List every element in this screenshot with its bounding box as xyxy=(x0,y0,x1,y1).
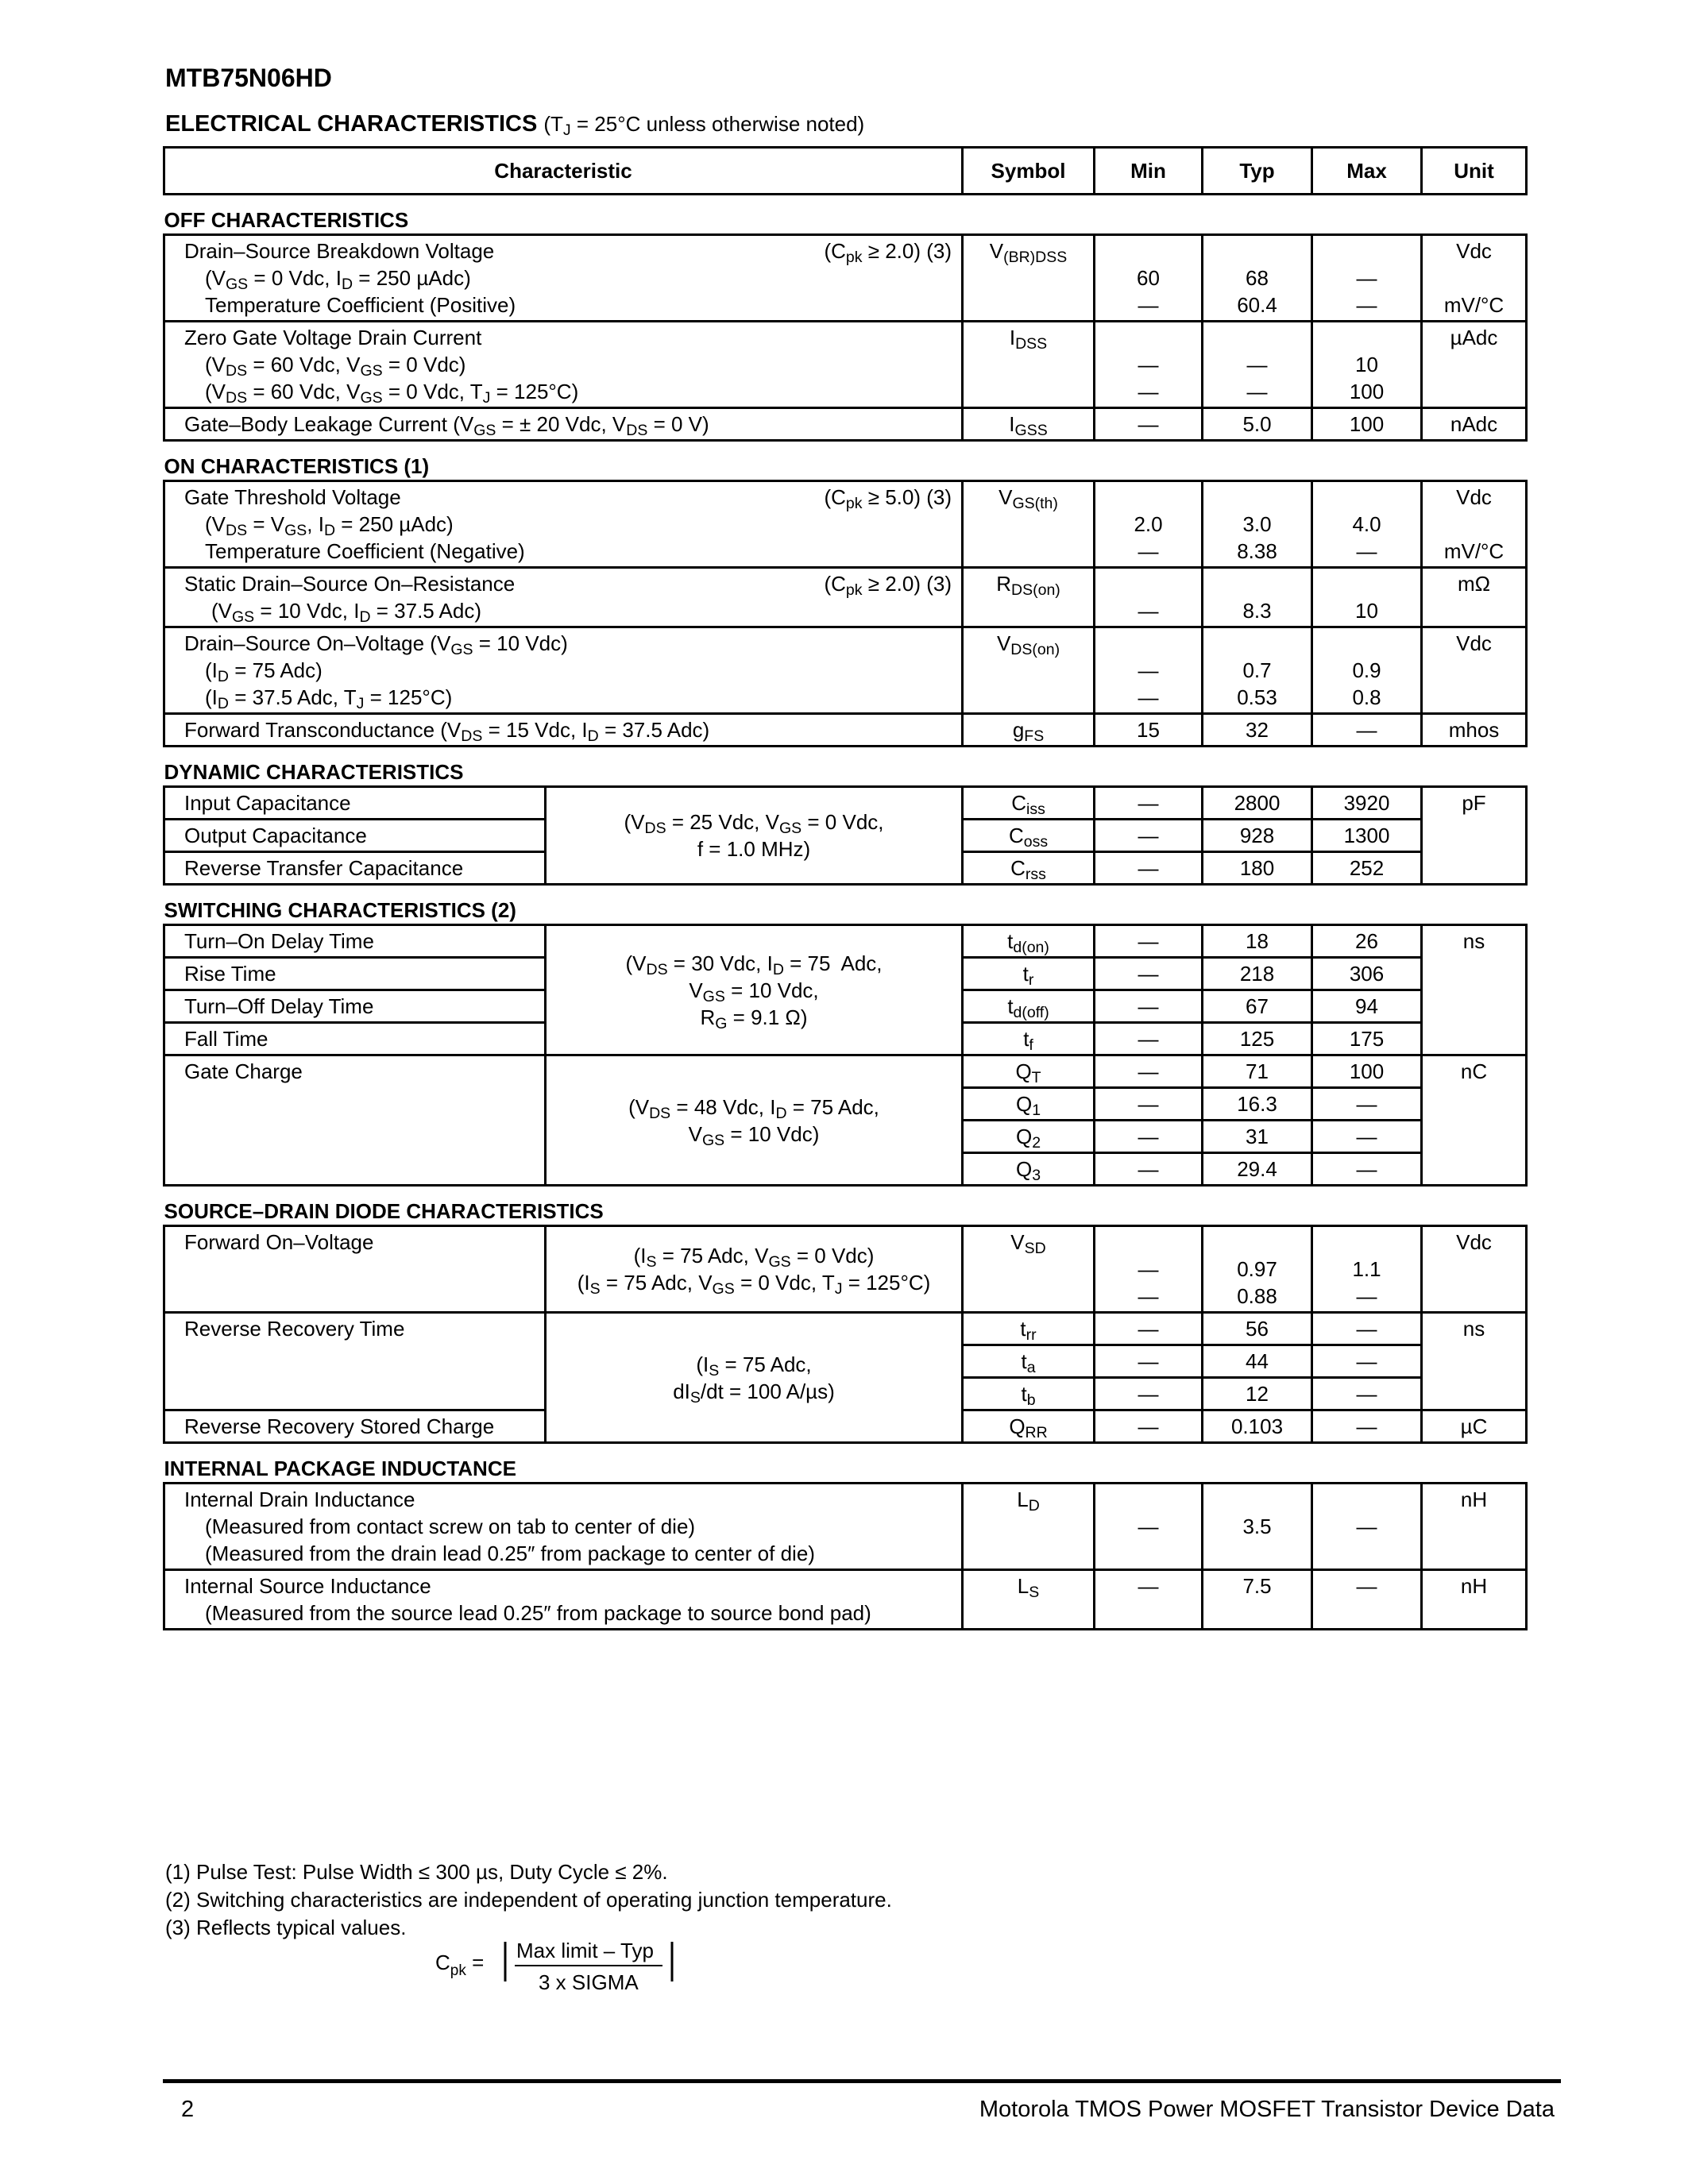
cpk-formula xyxy=(435,1934,689,2011)
footnote-1: (1) Pulse Test: Pulse Width ≤ 300 µs, Duty Cycle ≤ 2%. xyxy=(165,1860,668,1884)
char-gate-charge: Gate Charge xyxy=(164,1055,546,1186)
symbol: $R_{DS(on)}$ xyxy=(963,568,1095,627)
table-row: Zero Gate Voltage Drain Current ($V_{DS} = 60$ Vdc, $V_{GS} = 0$ Vdc) ($V_{DS} = 60$ Vdc, $V_{GS} = 0$ Vdc, $T_J = 125^\circ C$) $I_{DSS}$ — — — — 10 100 µAdc xyxy=(164,322,1527,408)
header-typ: Typ xyxy=(1203,148,1312,195)
footer-text: Motorola TMOS Power MOSFET Transistor Device Data xyxy=(979,2097,1555,2122)
table-row: $t_a$ — 44 — xyxy=(164,1345,1527,1378)
table-row: Gate Threshold Voltage $(C_{pk} \ge 5.0)$ (3) ($V_{DS} = V_{GS}$, $I_D = 250$ µAdc) Temperature Coefficient (Negative) $V_{GS(th)}$ 2.0 — 3.0 8.38 4.0 — Vdc mV/°C xyxy=(164,481,1527,568)
temperature-note: ($T_J = 25^\circ C$ unless otherwise noted) xyxy=(543,112,865,139)
header-row xyxy=(164,148,1527,195)
char-breakdown-voltage: Drain–Source Breakdown Voltage $(C_{pk} \ge 2.0)$ (3) ($V_{GS} = 0$ Vdc, $I_D = 250$ µAdc) Temperature Coefficient (Positive) xyxy=(164,235,963,322)
table-row: $t_b$ — 12 — xyxy=(164,1378,1527,1410)
char-on-resistance: Static Drain–Source On–Resistance $(C_{pk} \ge 2.0)$ (3) ($V_{GS} = 10$ Vdc, $I_D = 37.5$ Adc) xyxy=(164,568,963,627)
condition-switching: ($V_{DS} = 30$ Vdc, $I_D = 75$ Adc, $V_{GS} = 10$ Vdc, $R_G = 9.1$ Ω) xyxy=(546,925,963,1055)
table-row: $Q_1$ — 16.3 — xyxy=(164,1088,1527,1121)
cpk-formula-svg xyxy=(435,1934,689,2005)
table-row: $Q_2$ — 31 — xyxy=(164,1121,1527,1153)
table-row: Reverse Recovery Time ($I_S = 75$ Adc, $dI_S/dt = 100$ A/µs) $t_{rr}$ — 56 — ns xyxy=(164,1313,1527,1345)
electrical-characteristics-title: ELECTRICAL CHARACTERISTICS ($T_J = 25^\circ C$ unless otherwise noted) xyxy=(165,111,865,139)
symbol: $I_{DSS}$ xyxy=(963,322,1095,408)
char-forward-on-voltage: Forward On–Voltage xyxy=(164,1226,546,1313)
char-reverse-transfer-capacitance: Reverse Transfer Capacitance xyxy=(164,852,546,885)
table-row: Reverse Transfer Capacitance $C_{rss}$ — 180 252 xyxy=(164,852,1527,885)
char-source-inductance: Internal Source Inductance (Measured from the source lead 0.25″ from package to source bond pad) xyxy=(164,1570,963,1630)
char-turn-off-delay: Turn–Off Delay Time xyxy=(164,990,546,1023)
table-row: Internal Source Inductance (Measured from the source lead 0.25″ from package to source bond pad) $L_S$ — 7.5 — nH xyxy=(164,1570,1527,1630)
table-row: Internal Drain Inductance (Measured from contact screw on tab to center of die) (Measured from the drain lead 0.25″ from package to center of die) $L_D$ — 3.5 — nH xyxy=(164,1484,1527,1570)
char-gate-threshold: Gate Threshold Voltage $(C_{pk} \ge 5.0)$ (3) ($V_{DS} = V_{GS}$, $I_D = 250$ µAdc) Temperature Coefficient (Negative) xyxy=(164,481,963,568)
section-on: ON CHARACTERISTICS (1) xyxy=(164,454,430,478)
header-min: Min xyxy=(1095,148,1203,195)
table-row: Forward On–Voltage ($I_S = 75$ Adc, $V_{GS} = 0$ Vdc) ($I_S = 75$ Adc, $V_{GS} = 0$ Vdc, $T_J = 125^\circ C$) $V_{SD}$ — — 0.97 0.88 1.1 — Vdc xyxy=(164,1226,1527,1313)
section-switching: SWITCHING CHARACTERISTICS (2) xyxy=(164,898,516,922)
table-row: $Q_3$ — 29.4 — xyxy=(164,1153,1527,1186)
part-number: MTB75N06HD xyxy=(165,64,332,92)
char-output-capacitance: Output Capacitance xyxy=(164,820,546,852)
section-dynamic: DYNAMIC CHARACTERISTICS xyxy=(164,760,464,784)
footnote-3: (3) Reflects typical values. xyxy=(165,1916,407,1939)
char-gate-leakage: Gate–Body Leakage Current ($V_{GS}$ = ± 20 Vdc, $V_{DS} = 0$ V) xyxy=(164,408,963,441)
char-reverse-recovery-charge: Reverse Recovery Stored Charge xyxy=(164,1410,546,1443)
section-diode: SOURCE–DRAIN DIODE CHARACTERISTICS xyxy=(164,1199,604,1223)
char-on-voltage: Drain–Source On–Voltage ($V_{GS} = 10$ Vdc) ($I_D = 75$ Adc) ($I_D = 37.5$ Adc, $T_J = 125^\circ C$) xyxy=(164,627,963,714)
char-turn-on-delay: Turn–On Delay Time xyxy=(164,925,546,958)
symbol: $V_{DS(on)}$ xyxy=(963,627,1095,714)
char-fall-time: Fall Time xyxy=(164,1023,546,1055)
symbol: $V_{(BR)DSS}$ xyxy=(963,235,1095,322)
page-number: 2 xyxy=(181,2097,195,2122)
header-characteristic: Characteristic xyxy=(164,148,963,195)
table-row: Gate Charge ($V_{DS} = 48$ Vdc, $I_D = 75$ Adc, $V_{GS} = 10$ Vdc) $Q_T$ — 71 100 nC xyxy=(164,1055,1527,1088)
table-row: Gate–Body Leakage Current ($V_{GS}$ = ± 20 Vdc, $V_{DS} = 0$ V) $I_{GSS}$ — 5.0 100 nAdc xyxy=(164,408,1527,441)
table-row: Rise Time $t_r$ — 218 306 xyxy=(164,958,1527,990)
table-row: Output Capacitance $C_{oss}$ — 928 1300 xyxy=(164,820,1527,852)
char-zero-gate-current: Zero Gate Voltage Drain Current ($V_{DS} = 60$ Vdc, $V_{GS} = 0$ Vdc) ($V_{DS} = 60$ Vdc, $V_{GS} = 0$ Vdc, $T_J = 125^\circ C$) xyxy=(164,322,963,408)
table-row: Turn–Off Delay Time $t_{d(off)}$ — 67 94 xyxy=(164,990,1527,1023)
table-row: Forward Transconductance ($V_{DS} = 15$ Vdc, $I_D = 37.5$ Adc) $g_{FS}$ 15 32 — mhos xyxy=(164,714,1527,747)
char-rise-time: Rise Time xyxy=(164,958,546,990)
header-symbol: Symbol xyxy=(963,148,1095,195)
condition-dynamic: ($V_{DS} = 25$ Vdc, $V_{GS} = 0$ Vdc, f = 1.0 MHz) xyxy=(546,787,963,885)
cpk-lhs: $C_{pk}$ = xyxy=(435,1951,485,1979)
condition-reverse-recovery: ($I_S = 75$ Adc, $dI_S/dt = 100$ A/µs) xyxy=(546,1313,963,1443)
footnote-2: (2) Switching characteristics are independent of operating junction temperature. xyxy=(165,1888,892,1912)
footer-rule xyxy=(163,2079,1561,2083)
char-input-capacitance: Input Capacitance xyxy=(164,787,546,820)
cpk-numerator: Max limit – Typ xyxy=(516,1939,654,1962)
cpk-denominator: 3 x SIGMA xyxy=(539,1970,639,1994)
header-unit: Unit xyxy=(1422,148,1527,195)
char-reverse-recovery-time: Reverse Recovery Time xyxy=(164,1313,546,1410)
condition-gate-charge: ($V_{DS} = 48$ Vdc, $I_D = 75$ Adc, $V_{GS} = 10$ Vdc) xyxy=(546,1055,963,1186)
section-off: OFF CHARACTERISTICS xyxy=(164,208,409,232)
char-drain-inductance: Internal Drain Inductance (Measured from contact screw on tab to center of die) (Measured from the drain lead 0.25″ from package to center of die) xyxy=(164,1484,963,1570)
characteristics-table xyxy=(163,146,1528,1630)
table-row: Input Capacitance ($V_{DS} = 25$ Vdc, $V_{GS} = 0$ Vdc, f = 1.0 MHz) $C_{iss}$ — 2800 3920 pF xyxy=(164,787,1527,820)
table-row: Drain–Source Breakdown Voltage $(C_{pk} \ge 2.0)$ (3) ($V_{GS} = 0$ Vdc, $I_D = 250$ µAdc) Temperature Coefficient (Positive) $V_{(BR)DSS}$ 60 — 68 60.4 — — Vdc mV/°C xyxy=(164,235,1527,322)
symbol: $g_{FS}$ xyxy=(963,714,1095,747)
table-row: Static Drain–Source On–Resistance $(C_{pk} \ge 2.0)$ (3) ($V_{GS} = 10$ Vdc, $I_D = 37.5$ Adc) $R_{DS(on)}$ — 8.3 10 mΩ xyxy=(164,568,1527,627)
char-transconductance: Forward Transconductance ($V_{DS} = 15$ Vdc, $I_D = 37.5$ Adc) xyxy=(164,714,963,747)
table-row: Drain–Source On–Voltage ($V_{GS} = 10$ Vdc) ($I_D = 75$ Adc) ($I_D = 37.5$ Adc, $T_J = 125^\circ C$) $V_{DS(on)}$ — — 0.7 0.53 0.9 0.8 Vdc xyxy=(164,627,1527,714)
condition-forward-voltage: ($I_S = 75$ Adc, $V_{GS} = 0$ Vdc) ($I_S = 75$ Adc, $V_{GS} = 0$ Vdc, $T_J = 125^\circ C$) xyxy=(546,1226,963,1313)
table-row: Turn–On Delay Time ($V_{DS} = 30$ Vdc, $I_D = 75$ Adc, $V_{GS} = 10$ Vdc, $R_G = 9.1$ Ω) $t_{d(on)}$ — 18 26 ns xyxy=(164,925,1527,958)
symbol: $I_{GSS}$ xyxy=(963,408,1095,441)
footnotes xyxy=(165,1858,892,1942)
symbol: $V_{GS(th)}$ xyxy=(963,481,1095,568)
table-row: Fall Time $t_f$ — 125 175 xyxy=(164,1023,1527,1055)
section-inductance: INTERNAL PACKAGE INDUCTANCE xyxy=(164,1457,516,1480)
header-max: Max xyxy=(1312,148,1422,195)
table-row: Reverse Recovery Stored Charge $Q_{RR}$ — 0.103 — µC xyxy=(164,1410,1527,1443)
